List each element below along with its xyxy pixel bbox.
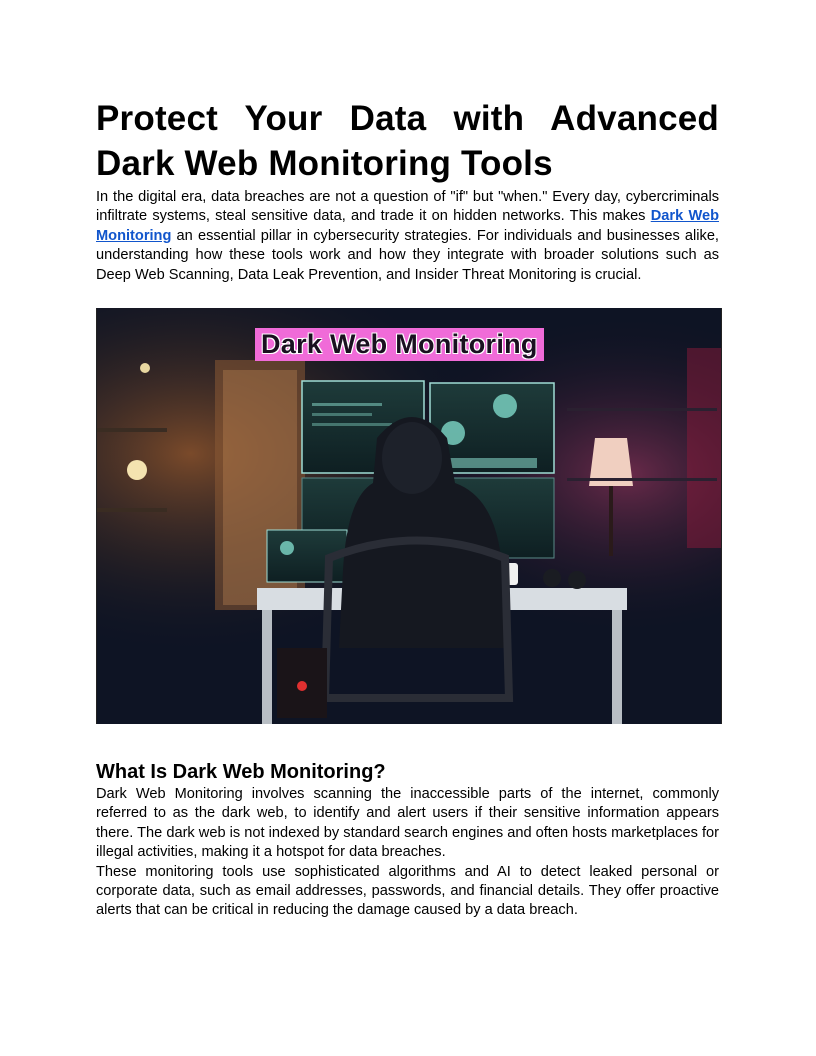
article-title: Protect Your Data with Advanced Dark Web Monitoring Tools [96, 99, 719, 183]
dark-web-monitoring-link[interactable]: Dark Web Monitoring [96, 208, 719, 244]
intro-text-end: an essential pillar in cybersecurity strategies. For individuals and businesses alike, understanding how these tools work and how they integrate with broader solutions such as Deep Web Scanning, Data Leak Prevention, and Insider Threat Monitoring is crucial. [96, 227, 719, 283]
intro-paragraph [96, 188, 719, 285]
section-heading: What Is Dark Web Monitoring? [96, 761, 386, 784]
section-paragraph-1: Dark Web Monitoring involves scanning the inaccessible parts of the internet, commonly referred to as the dark web, to identify and alert users if their sensitive information appears there. The dark web is not indexed by standard search engines and often hosts marketplaces for illegal activities, making it a hotspot for data breaches. [96, 786, 719, 861]
section-paragraph-2: These monitoring tools use sophisticated algorithms and AI to detect leaked personal or corporate data, such as email addresses, passwords, and financial details. They offer proactive alerts that can be critical in reducing the damage caused by a data breach. [96, 863, 719, 919]
document-page [96, 96, 719, 921]
hero-overlay-title: Dark Web Monitoring [255, 328, 544, 361]
hacker-room-illustration [97, 308, 721, 724]
intro-text-start: In the digital era, data breaches are not a question of "if" but "when." Every day, cybercriminals infiltrate systems, steal sensitive data, and trade it on hidden networks. This makes [96, 189, 719, 225]
hero-image [96, 308, 722, 724]
